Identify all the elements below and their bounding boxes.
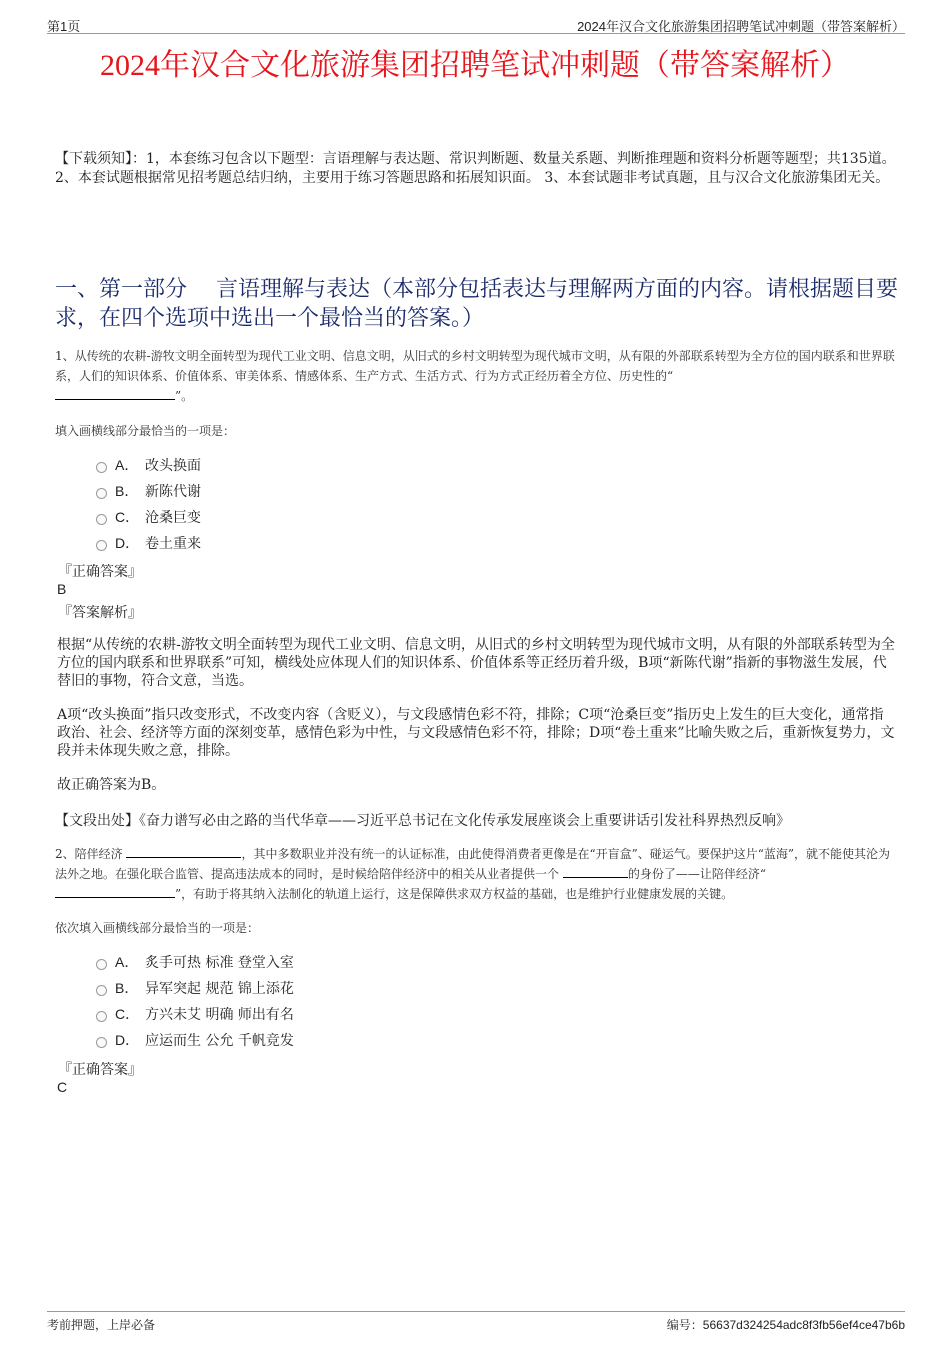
answer-label: 『正确答案』 xyxy=(58,564,142,580)
option-text: 新陈代谢 xyxy=(145,484,201,500)
option-key: B． xyxy=(115,980,139,996)
option-key: D． xyxy=(115,535,140,551)
page-footer xyxy=(47,1311,905,1332)
stem-text: ”，有助于将其纳入法制化的轨道上运行，这是保障供求双方权益的基础，也是维护行业健康发展的关键。 xyxy=(175,887,734,901)
option-key: A． xyxy=(115,954,139,970)
radio-icon[interactable] xyxy=(96,540,107,551)
option-key: D． xyxy=(115,1032,140,1048)
option-c[interactable] xyxy=(96,1001,294,1027)
passage-source: 【文段出处】《奋力谱写必由之路的当代华章——习近平总书记在文化传承发展座谈会上重要讲话引发社科界热烈反响》 xyxy=(55,813,790,829)
answer-value: C xyxy=(57,1079,68,1095)
radio-icon[interactable] xyxy=(96,514,107,525)
blank xyxy=(563,864,628,878)
question-1-stem xyxy=(55,346,895,406)
option-key: A． xyxy=(115,457,139,473)
stem-text: 的身份了——让陪伴经济“ xyxy=(627,867,766,881)
header-title: 2024年汉合文化旅游集团招聘笔试冲刺题（带答案解析） xyxy=(577,19,905,34)
page-header xyxy=(47,14,905,34)
blank xyxy=(55,884,175,898)
stem-text: 1、从传统的农耕-游牧文明全面转型为现代工业文明、信息文明，从旧式的乡村文明转型为现代城市文明，从有限的外部联系转型为全方位的国内联系和世界联系，人们的知识体系、价值体系、审美体系、情感体系、生产方式、生活方式、行为方式正经历着全方位、历史性的“ xyxy=(55,349,895,383)
option-text: 沧桑巨变 xyxy=(145,510,201,526)
document-id: 编号：56637d324254adc8f3fb56ef4ce47b6b xyxy=(666,1318,905,1332)
option-a[interactable] xyxy=(96,452,201,478)
radio-icon[interactable] xyxy=(96,1037,107,1048)
radio-icon[interactable] xyxy=(96,1011,107,1022)
option-key: C． xyxy=(115,1006,140,1022)
blank xyxy=(126,844,241,858)
option-text: 应运而生 公允 千帆竞发 xyxy=(145,1033,294,1049)
question-2-options xyxy=(96,949,294,1053)
option-b[interactable] xyxy=(96,478,201,504)
answer-value: B xyxy=(57,581,67,597)
page-number: 第1页 xyxy=(47,19,81,34)
option-key: B． xyxy=(115,483,139,499)
document-title: 2024年汉合文化旅游集团招聘笔试冲刺题（带答案解析） xyxy=(100,49,850,82)
section-heading: 一、第一部分 言语理解与表达（本部分包括表达与理解两方面的内容。请根据题目要求，在四个选项中选出一个最恰当的答案。） xyxy=(55,277,898,331)
stem-text: ，其中多数职业并没有统一的认证标准，由此使得消费者更像是在“开盲盒”、碰运气。要保护这片“蓝海”，就不能使其沦为法外之地。在强化联合监管、提高违法成本的同时，是时候给陪伴经济中的相关从业者提供一个 xyxy=(55,847,891,881)
analysis-conclusion: 故正确答案为B。 xyxy=(57,777,166,793)
option-b[interactable] xyxy=(96,975,294,1001)
radio-icon[interactable] xyxy=(96,462,107,473)
radio-icon[interactable] xyxy=(96,959,107,970)
analysis-paragraph: A项“改头换面”指只改变形式，不改变内容（含贬义），与文段感情色彩不符，排除；C项“沧桑巨变”指历史上发生的巨大变化，通常指政治、社会、经济等方面的深刻变革，感情色彩为中性，与文段感情色彩不符，排除；D项“卷土重来”比喻失败之后，重新恢复势力，文段并未体现失败之意，排除。 xyxy=(57,707,895,759)
option-d[interactable] xyxy=(96,1027,294,1053)
question-1-options xyxy=(96,452,201,556)
option-c[interactable] xyxy=(96,504,201,530)
option-text: 炙手可热 标准 登堂入室 xyxy=(145,955,294,971)
option-text: 异军突起 规范 锦上添花 xyxy=(145,981,294,997)
option-d[interactable] xyxy=(96,530,201,556)
blank xyxy=(55,386,175,400)
option-text: 改头换面 xyxy=(145,458,201,474)
footer-slogan: 考前押题，上岸必备 xyxy=(47,1318,156,1332)
option-text: 卷土重来 xyxy=(145,536,201,552)
stem-text: 2、陪伴经济 xyxy=(55,847,123,861)
radio-icon[interactable] xyxy=(96,488,107,499)
option-text: 方兴未艾 明确 师出有名 xyxy=(145,1007,294,1023)
question-2-stem xyxy=(55,844,895,904)
download-notice: 【下载须知】：1，本套练习包含以下题型：言语理解与表达题、常识判断题、数量关系题、判断推理题和资料分析题等题型；共135道。 2、本套试题根据常见招考题总结归纳，主要用于练习答题思路和拓展知识面。 3、本套试题非考试真题，且与汉合文化旅游集团无关。 xyxy=(55,151,896,186)
radio-icon[interactable] xyxy=(96,985,107,996)
analysis-label: 『答案解析』 xyxy=(58,605,142,621)
stem-end: ”。 xyxy=(175,389,194,403)
option-a[interactable] xyxy=(96,949,294,975)
option-key: C． xyxy=(115,509,140,525)
answer-label: 『正确答案』 xyxy=(58,1062,142,1078)
question-1-prompt: 填入画横线部分最恰当的一项是： xyxy=(55,424,236,438)
question-2-prompt: 依次填入画横线部分最恰当的一项是： xyxy=(55,921,260,935)
analysis-paragraph: 根据“从传统的农耕-游牧文明全面转型为现代工业文明、信息文明，从旧式的乡村文明转型为现代城市文明，从有限的外部联系转型为全方位的国内联系和世界联系”可知，横线处应体现人们的知识体系、价值体系等正经历着升级，B项“新陈代谢”指新的事物滋生发展，代替旧的事物，符合文意，当选。 xyxy=(57,637,895,689)
